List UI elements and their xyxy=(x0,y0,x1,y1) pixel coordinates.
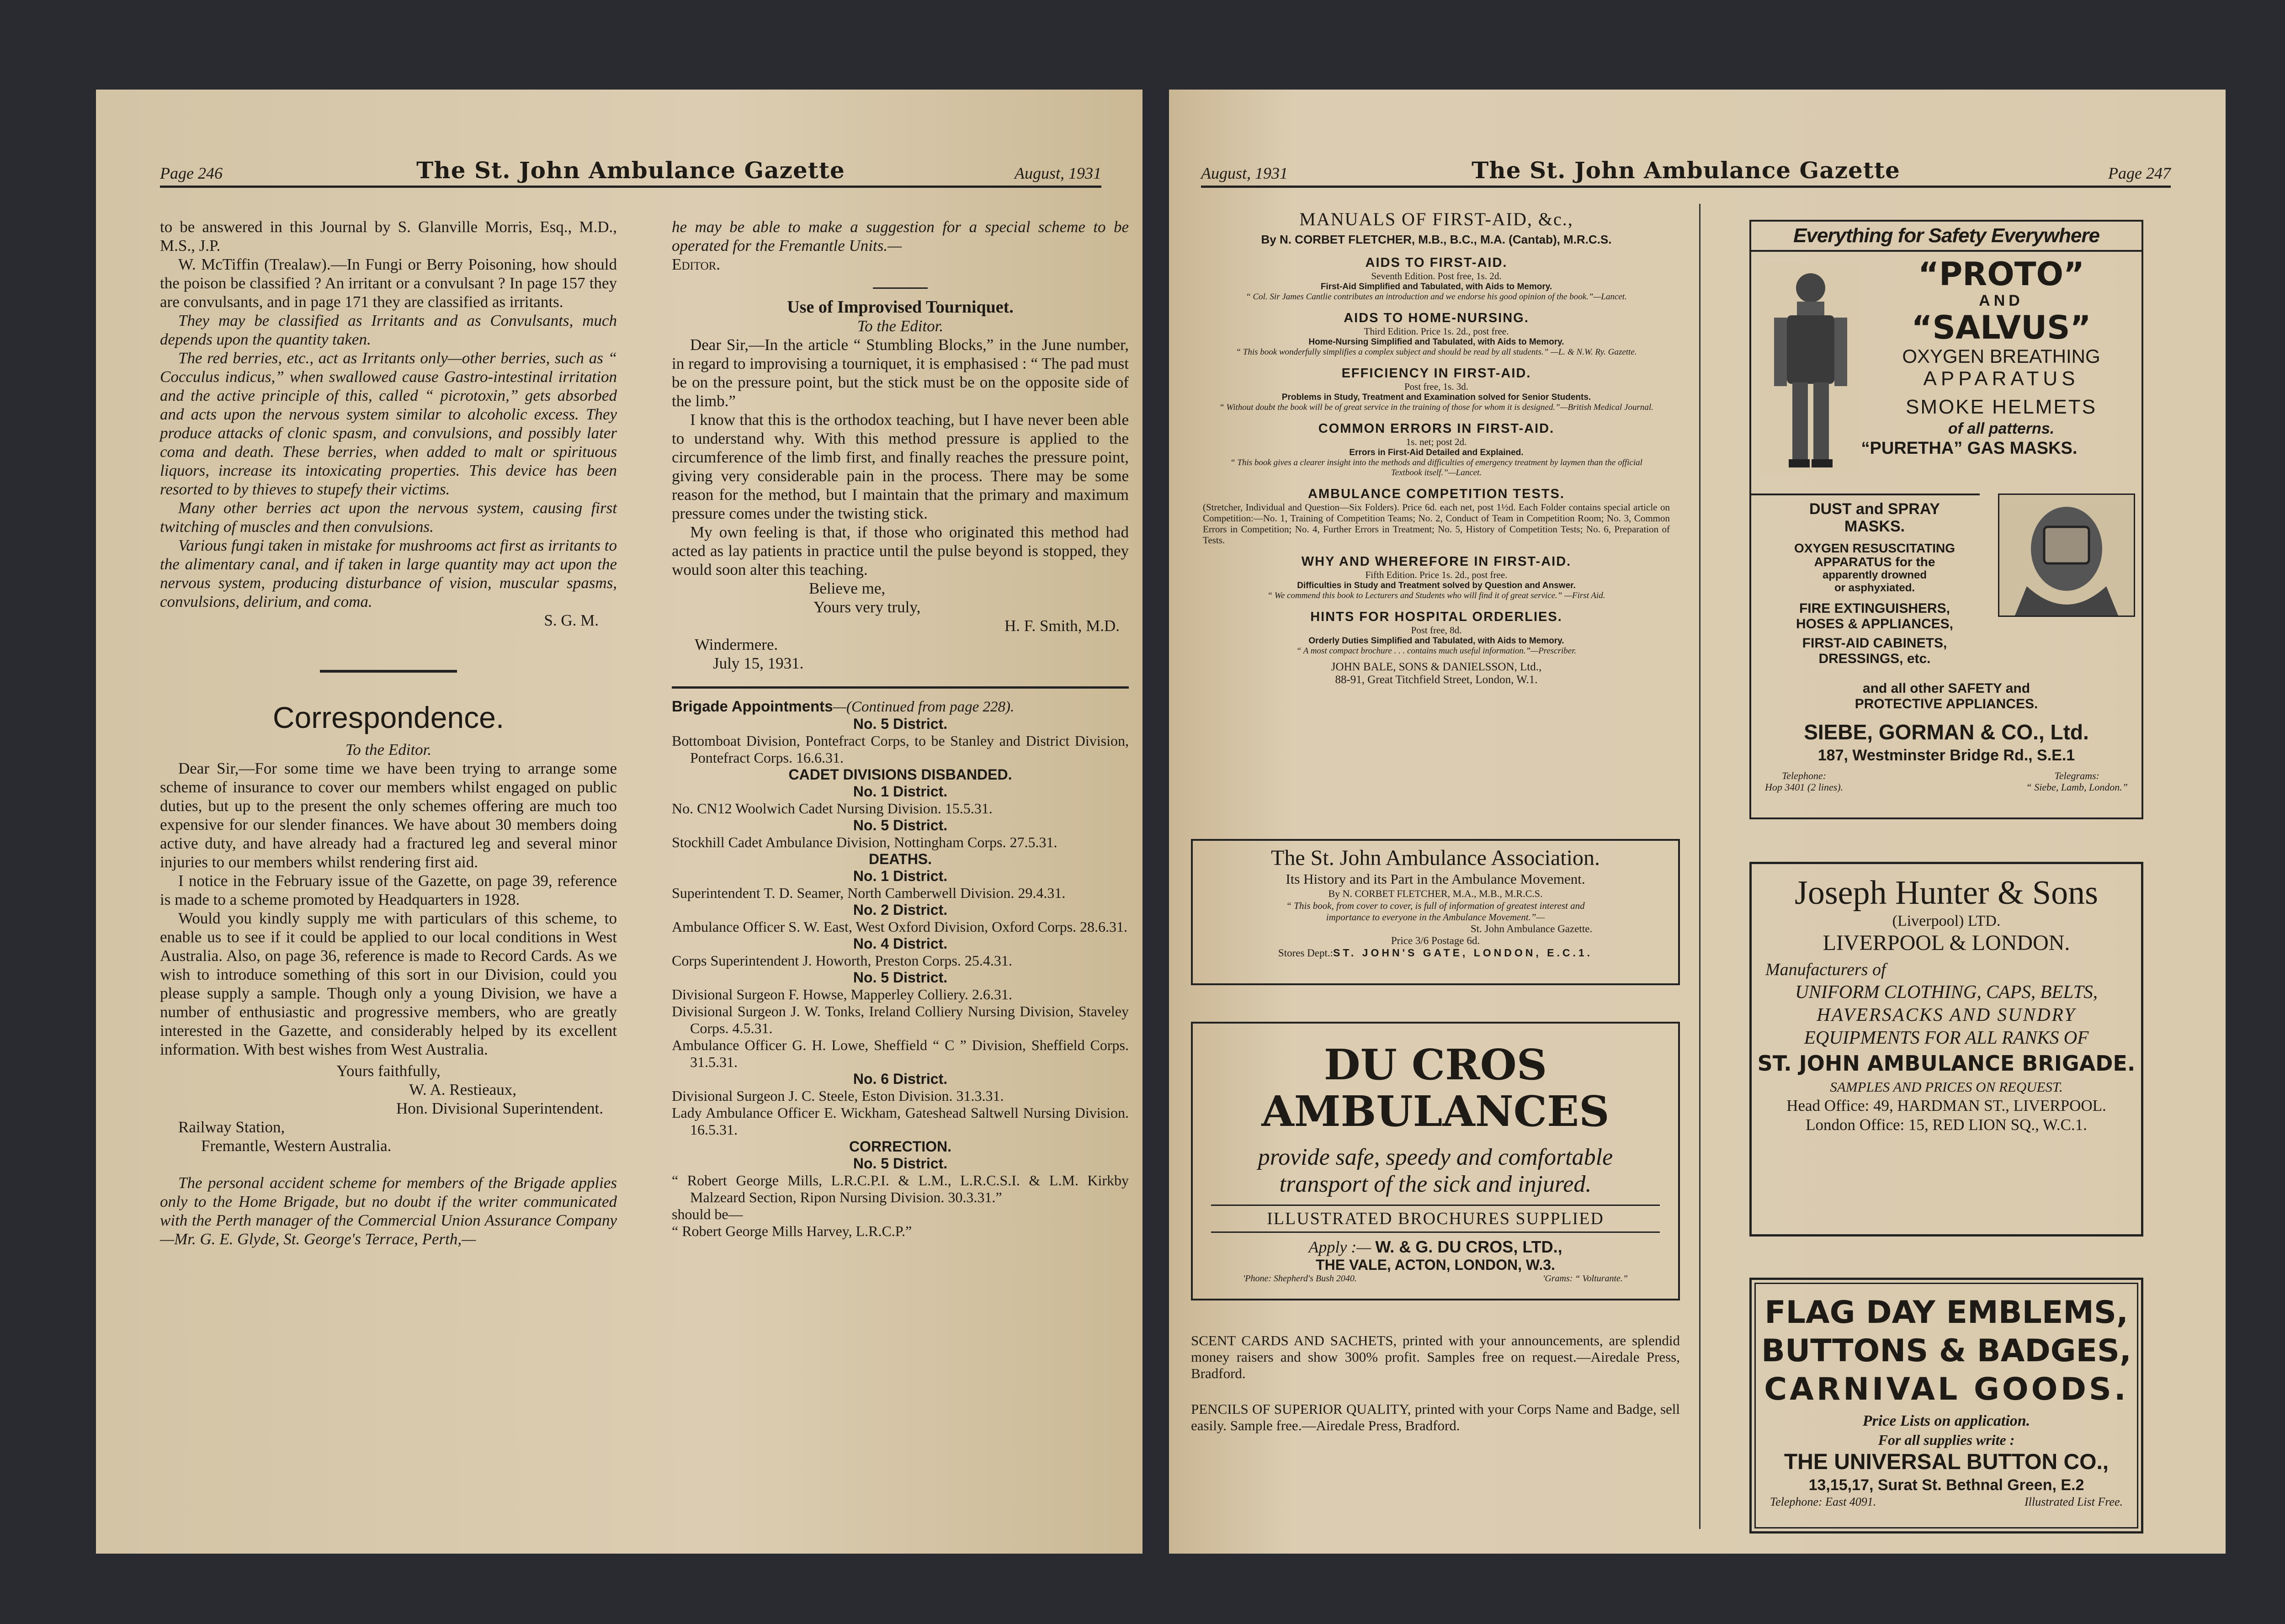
hunter-brigade: ST. JOHN AMBULANCE BRIGADE. xyxy=(1757,1051,2136,1076)
stores-address: ST. JOHN'S GATE, LONDON, E.C.1. xyxy=(1333,947,1593,959)
letter-close: Believe me, xyxy=(809,579,886,597)
letter-signatory: W. A. Restieaux, xyxy=(409,1081,516,1099)
manual-edition: (Stretcher, Individual and Question—Six Folders). Price 6d. each net, post 1½d. Each Folder contains special article on Competition:—No. 1, Training of Competition Teams; No. 2, Conduct of Team in Competition Room; No. 3, Common Errors in Competition; No. 4, Further Errors in Treatment; No. 5, History of Competition Tests; No. 6, Preparation of Tests. xyxy=(1203,502,1670,546)
manual-subtitle: Orderly Duties Simplified and Tabulated, with Aids to Memory. xyxy=(1308,636,1564,646)
manual-title: AIDS TO HOME-NURSING. xyxy=(1344,311,1529,325)
manual-entry xyxy=(1201,554,1672,601)
siebe-company: SIEBE, GORMAN & CO., Ltd. xyxy=(1804,720,2089,744)
district-heading: No. 2 District. xyxy=(853,902,948,918)
flag-contact xyxy=(1752,1495,2141,1509)
paragraph: W. McTiffin (Trealaw).—In Fungi or Berry Poisoning, how should the poison be classified ? An irritant or a convulsant ? In page 157 they are convulsants, and in page 171 they are classified as irritants. xyxy=(160,255,617,311)
association-title: The St. John Ambulance Association. xyxy=(1271,846,1600,870)
manual-edition: Post free, 8d. xyxy=(1411,625,1462,636)
district-heading: CADET DIVISIONS DISBANDED. xyxy=(788,766,1012,783)
brigade-continued: —(Continued from page 228). xyxy=(833,699,1015,715)
siebe-contact xyxy=(1765,770,2128,793)
du-cros-title: DU CROS xyxy=(1323,1040,1547,1089)
masthead-title: The St. John Ambulance Gazette xyxy=(416,157,845,184)
manual-entry xyxy=(1201,255,1672,302)
siebe-and: AND xyxy=(1979,292,2024,309)
manuals-advert xyxy=(1201,208,1672,686)
classified-scent: SCENT CARDS AND SACHETS, printed with your announcements, are splendid money raisers and show 300% profit. Samples free on request.—Airedale Press, Bradford. xyxy=(1191,1332,1680,1381)
brigade-note: should be— xyxy=(672,1206,743,1222)
joseph-hunter-advert xyxy=(1749,862,2143,1237)
siebe-other xyxy=(1751,681,2142,712)
association-stores xyxy=(1193,947,1678,959)
manual-entry xyxy=(1201,486,1672,546)
du-cros-phone: 'Phone: Shepherd's Bush 2040. xyxy=(1243,1274,1357,1284)
brigade-entry: Divisional Surgeon J. W. Tonks, Ireland Colliery Nursing Division, Staveley Corps. 4.5.31. xyxy=(672,1003,1129,1036)
paragraph: Many other berries act upon the nervous system, causing first twitching of muscles and then convulsions. xyxy=(160,499,617,536)
du-cros-slogan-2: transport of the sick and injured. xyxy=(1279,1171,1592,1197)
siebe-telephone xyxy=(1765,770,1843,793)
manual-edition: Post free, 1s. 3d. xyxy=(1404,381,1468,392)
brigade-entry: Ambulance Officer G. H. Lowe, Sheffield “ C ” Division, Sheffield Corps. 31.5.31. xyxy=(672,1037,1129,1070)
association-price: Price 3/6 Postage 6d. xyxy=(1391,935,1480,946)
district-heading: No. 5 District. xyxy=(853,969,948,986)
hunter-city: LIVERPOOL & LONDON. xyxy=(1823,931,2070,955)
flag-line-3: CARNIVAL GOODS. xyxy=(1764,1371,2129,1407)
editor-sign: Editor. xyxy=(672,255,721,273)
du-cros-contact xyxy=(1193,1274,1678,1284)
puretha: “PURETHA” GAS MASKS. xyxy=(1861,439,2078,458)
paragraph: They may be classified as Irritants and as Convulsants, much depends upon the quantity taken. xyxy=(160,312,617,348)
flag-company: THE UNIVERSAL BUTTON CO., xyxy=(1784,1450,2109,1474)
signature: S. G. M. xyxy=(544,611,599,629)
manual-subtitle: Home-Nursing Simplified and Tabulated, with Aids to Memory. xyxy=(1308,337,1564,347)
siebe-address: 187, Westminster Bridge Rd., S.E.1 xyxy=(1817,747,2075,764)
page-number: Page 247 xyxy=(2108,164,2171,182)
smoke-helmets: SMOKE HELMETS xyxy=(1906,396,2097,418)
universal-button-advert xyxy=(1749,1278,2143,1534)
column-divider xyxy=(1699,204,1700,1529)
letter-signatory-title: Hon. Divisional Superintendent. xyxy=(396,1099,603,1117)
brigade-entry: Ambulance Officer S. W. East, West Oxford Division, Oxford Corps. 28.6.31. xyxy=(672,918,1128,935)
brigade-entry: Corps Superintendent J. Howorth, Preston Corps. 25.4.31. xyxy=(672,952,1012,969)
brigade-entry: No. CN12 Woolwich Cadet Nursing Division. 15.5.31. xyxy=(672,800,993,817)
brigade-entry: Divisional Surgeon J. C. Steele, Eston Division. 31.3.31. xyxy=(672,1088,1004,1104)
fire-2: HOSES & APPLIANCES, xyxy=(1796,616,1953,632)
du-cros-title-2: AMBULANCES xyxy=(1261,1087,1610,1136)
right-page xyxy=(1169,90,2226,1554)
paragraph: Dear Sir,—In the article “ Stumbling Blocks,” in the June number, in regard to improvising a tourniquet, it is emphasised : “ The pad must be on the pressure point, but the stick must be on the opposite side of the limb.” xyxy=(672,336,1129,410)
siebe-top-copy xyxy=(1861,256,2142,438)
letter-signatory: H. F. Smith, M.D. xyxy=(1004,617,1120,635)
brigade-entry: Divisional Surgeon F. Howse, Mapperley Colliery. 2.6.31. xyxy=(672,986,1012,1003)
to-editor: To the Editor. xyxy=(345,741,432,759)
du-cros-address: THE VALE, ACTON, LONDON, W.3. xyxy=(1316,1257,1555,1273)
letter-close: Yours faithfully, xyxy=(336,1062,441,1080)
association-quote: “ This book, from cover to cover, is full of information of greatest interest and importance to everyone in the Ambulance Movement.”— xyxy=(1286,900,1585,923)
association-author: By N. CORBET FLETCHER, M.A., M.B., M.R.C.S. xyxy=(1328,888,1543,899)
resus-4: or asphyxiated. xyxy=(1834,582,1915,594)
divider xyxy=(873,287,928,289)
tel-value: Hop 3401 (2 lines). xyxy=(1765,781,1844,793)
association-subtitle: Its History and its Part in the Ambulance Movement. xyxy=(1286,871,1585,887)
manual-subtitle: Errors in First-Aid Detailed and Explained. xyxy=(1349,448,1524,457)
manuals-publisher-address: 88-91, Great Titchfield Street, London, W.1. xyxy=(1335,674,1538,686)
manual-edition: Seventh Edition. Post free, 1s. 2d. xyxy=(1371,271,1502,281)
proto: “PROTO” xyxy=(1918,255,2084,293)
manual-entry xyxy=(1201,609,1672,656)
left-page-header xyxy=(160,158,1101,188)
divider xyxy=(672,686,1129,689)
brigade-entry: Superintendent T. D. Seamer, North Camberwell Division. 29.4.31. xyxy=(672,885,1066,901)
manual-subtitle: Difficulties in Study and Treatment solved by Question and Answer. xyxy=(1297,581,1576,590)
manual-subtitle: First-Aid Simplified and Tabulated, with Aids to Memory. xyxy=(1320,282,1552,292)
manual-review: “ This book gives a clearer insight into the methods and difficulties of emergency treatment by laymen than the official Textbook itself.”—Lancet. xyxy=(1230,458,1642,478)
page-number: Page 246 xyxy=(160,164,223,182)
manual-title: AMBULANCE COMPETITION TESTS. xyxy=(1308,487,1565,501)
flag-write: For all supplies write : xyxy=(1878,1432,2015,1448)
manuals-publisher: JOHN BALE, SONS & DANIELSSON, Ltd., xyxy=(1331,661,1542,673)
resus-1: OXYGEN RESUSCITATING xyxy=(1794,541,1956,555)
apparatus: APPARATUS xyxy=(1923,367,2079,390)
brigade-entry: Bottomboat Division, Pontefract Corps, to be Stanley and District Division, Pontefract Corps. 16.6.31. xyxy=(672,732,1129,766)
brigade-entry: Stockhill Cadet Ambulance Division, Nottingham Corps. 27.5.31. xyxy=(672,834,1057,850)
manual-review: “ This book wonderfully simplifies a complex subject and should be read by all students.” —L. & N.W. Ry. Gazette. xyxy=(1236,347,1637,357)
manual-entry xyxy=(1201,366,1672,413)
brigade-heading: Brigade Appointments xyxy=(672,698,833,715)
brigade-entry: Lady Ambulance Officer E. Wickham, Gateshead Saltwell Nursing Division. 16.5.31. xyxy=(672,1104,1129,1138)
resus-3: apparently drowned xyxy=(1822,569,1927,581)
issue-date: August, 1931 xyxy=(1014,164,1101,182)
du-cros-brochures: ILLUSTRATED BROCHURES SUPPLIED xyxy=(1267,1209,1604,1228)
diving-helmet-figure-icon xyxy=(1998,494,2135,617)
letter-address: Fremantle, Western Australia. xyxy=(201,1137,392,1155)
hunter-ltd: (Liverpool) LTD. xyxy=(1892,913,2001,929)
editor-reply-continued: he may be able to make a suggestion for a special scheme to be operated for the Fremantle Units.— xyxy=(672,218,1129,255)
paragraph: to be answered in this Journal by S. Glanville Morris, Esq., M.D., M.S., J.P. xyxy=(160,218,617,255)
tel-label: Telephone: xyxy=(1782,770,1827,781)
manual-review: “ Col. Sir James Cantlie contributes an introduction and we endorse his good opinion of the book.”—Lancet. xyxy=(1246,292,1627,302)
district-heading: No. 6 District. xyxy=(853,1071,948,1087)
association-advert xyxy=(1191,839,1680,985)
resus-2: APPARATUS for the xyxy=(1814,555,1935,569)
manuals-list xyxy=(1201,255,1672,656)
grams-value: “ Siebe, Lamb, London.” xyxy=(2026,781,2128,793)
left-column-2 xyxy=(672,218,1129,1240)
hunter-head-office: Head Office: 49, HARDMAN ST., LIVERPOOL. xyxy=(1786,1097,2106,1115)
association-quote-source: St. John Ambulance Gazette. xyxy=(1470,923,1593,934)
manual-edition: Fifth Edition. Price 1s. 2d., post free. xyxy=(1365,569,1508,580)
hunter-line: HAVERSACKS AND SUNDRY xyxy=(1817,1004,2076,1025)
siebe-list xyxy=(1751,500,1998,667)
salvus: “SALVUS” xyxy=(1911,309,2091,346)
section-heading: Correspondence. xyxy=(272,701,505,734)
brigade-heading-line xyxy=(672,698,1129,716)
right-page-header xyxy=(1201,158,2171,188)
siebe-telegrams xyxy=(2026,770,2128,793)
siebe-gorman-advert xyxy=(1749,220,2143,819)
paragraph: The red berries, etc., act as Irritants only—other berries, such as “ Cocculus indicus,” when swallowed cause Gastro-intestinal irritation and the active principle of this, called “ picrotoxin,” gets absorbed and acts upon the nervous system similar to alcoholic excess. They produce attacks of clonic spasm, and convulsions, and possibly later coma and death. These berries, when added to malt or spirituous liquors, increase its intoxicating properties. This device has been resorted to by thieves to stupefy their victims. xyxy=(160,349,617,498)
manuals-author: By N. CORBET FLETCHER, M.B., B.C., M.A. (Cantab), M.R.C.S. xyxy=(1261,233,1612,246)
paragraph: Various fungi taken in mistake for mushrooms act first as irritants to the alimentary canal, and if taken in large quantity may act upon the nervous system, producing disturbance of vision, muscular spasms, convulsions, delirium, and coma. xyxy=(160,536,617,610)
editor-reply: The personal accident scheme for members of the Brigade applies only to the Home Brigade, but no doubt if the writer communicated with the Perth manager of the Commercial Union Assurance Company—Mr. G. E. Glyde, St. George's Terrace, Perth,— xyxy=(160,1174,617,1248)
stores-label: Stores Dept.: xyxy=(1278,947,1334,959)
du-cros-apply xyxy=(1193,1237,1678,1257)
hunter-name: Joseph Hunter & Sons xyxy=(1795,874,2098,912)
district-heading: No. 5 District. xyxy=(853,817,948,833)
paragraph: I know that this is the orthodox teaching, but I have never been able to understand why. With this method pressure is applied to the circumference of the limb first, and finally reaches the pressure point, giving very considerable pain in the process. There may be some reason for the method, but I maintain that the primary and maximum pressure comes under the twisting stick. xyxy=(672,411,1129,522)
breathing-apparatus-figure-icon xyxy=(1760,263,1861,473)
paragraph: Dear Sir,—For some time we have been trying to arrange some scheme of insurance to cover our members whilst engaged on public duties, but up to the present the only schemes offering are much too expensive for our slender finances. We have about 30 members doing active duty, and have already had a fractured leg and several minor injuries to our members whilst rendering first aid. xyxy=(160,759,617,871)
district-heading: No. 5 District. xyxy=(853,1155,948,1172)
manual-title: COMMON ERRORS IN FIRST-AID. xyxy=(1318,421,1555,436)
du-cros-grams: 'Grams: “ Volturante.” xyxy=(1543,1274,1628,1284)
flag-line-2: BUTTONS & BADGES, xyxy=(1761,1333,2131,1369)
other-2: PROTECTIVE APPLIANCES. xyxy=(1855,696,2038,711)
apply-company: W. & G. DU CROS, LTD., xyxy=(1375,1237,1562,1256)
manual-review: “ We commend this book to Lecturers and Students who will find it of great service.” —First Aid. xyxy=(1267,591,1605,600)
hunter-samples: SAMPLES AND PRICES ON REQUEST. xyxy=(1830,1079,2063,1095)
manual-subtitle: Problems in Study, Treatment and Examination solved for Senior Students. xyxy=(1281,393,1591,402)
district-heading: DEATHS. xyxy=(868,851,932,867)
du-cros-slogan: provide safe, speedy and comfortable xyxy=(1258,1144,1613,1170)
to-editor: To the Editor. xyxy=(857,317,944,335)
brigade-list xyxy=(672,716,1129,1240)
cabinets-1: FIRST-AID CABINETS, xyxy=(1802,636,1947,651)
manual-review: “ A most compact brochure . . . contains much useful information.”—Prescriber. xyxy=(1296,646,1577,656)
hunter-manufacturers: Manufacturers of xyxy=(1765,960,1886,979)
manual-title: EFFICIENCY IN FIRST-AID. xyxy=(1341,366,1531,381)
letter-place: Windermere. xyxy=(695,636,778,653)
masthead-title: The St. John Ambulance Gazette xyxy=(1472,157,1900,184)
du-cros-advert xyxy=(1191,1022,1680,1300)
district-heading: CORRECTION. xyxy=(849,1138,951,1155)
manual-entry xyxy=(1201,421,1672,478)
manual-title: AIDS TO FIRST-AID. xyxy=(1365,255,1508,270)
hunter-london-office: London Office: 15, RED LION SQ., W.C.1. xyxy=(1806,1116,2087,1134)
manual-edition: Third Edition. Price 1s. 2d., post free. xyxy=(1364,326,1509,337)
letter-date: July 15, 1931. xyxy=(713,654,804,672)
flag-illustrated-list: Illustrated List Free. xyxy=(2025,1495,2123,1508)
letter-close: Yours very truly, xyxy=(813,598,921,616)
other-1: and all other SAFETY and xyxy=(1862,681,2030,696)
apply-label: Apply :— xyxy=(1308,1238,1371,1256)
manual-edition: 1s. net; post 2d. xyxy=(1406,436,1467,447)
flag-line-1: FLAG DAY EMBLEMS, xyxy=(1764,1295,2128,1331)
classified-pencils: PENCILS OF SUPERIOR QUALITY, printed with your Corps Name and Badge, sell easily. Sample free.—Airedale Press, Bradford. xyxy=(1191,1401,1680,1433)
hunter-line: EQUIPMENTS FOR ALL RANKS OF xyxy=(1804,1027,2089,1048)
district-heading: No. 4 District. xyxy=(853,935,948,952)
manual-review: “ Without doubt the book will be of great service in the training of those for whom it is designed.”—British Medical Journal. xyxy=(1219,403,1653,412)
letter-address: Railway Station, xyxy=(178,1118,285,1136)
fire-1: FIRE EXTINGUISHERS, xyxy=(1799,601,1950,616)
paragraph: Would you kindly supply me with particulars of this scheme, to enable us to see if it could be applied to our local conditions in West Australia. Also, on page 36, reference is made to Record Cards. As we wish to introduce something of this sort in our Division, could you please supply a sample. Though only a young Division, we have a number of enthusiastic and progressive members, who are greatly interested in the Gazette, and considerably helped by its excellent information. With best wishes from West Australia. xyxy=(160,909,617,1058)
manual-title: WHY AND WHEREFORE IN FIRST-AID. xyxy=(1301,554,1572,569)
issue-date: August, 1931 xyxy=(1201,164,1288,182)
flag-telephone: Telephone: East 4091. xyxy=(1770,1495,1876,1508)
of-all-patterns: of all patterns. xyxy=(1948,420,2055,437)
siebe-banner: Everything for Safety Everywhere xyxy=(1751,222,2142,252)
dust-spray: DUST and SPRAY xyxy=(1809,500,1940,518)
cabinets-2: DRESSINGS, etc. xyxy=(1818,651,1931,666)
divider xyxy=(320,670,457,673)
article-heading: Use of Improvised Tourniquet. xyxy=(787,297,1014,317)
left-column-1 xyxy=(160,218,617,1248)
district-heading: No. 5 District. xyxy=(853,716,948,732)
left-page xyxy=(96,90,1142,1554)
brigade-entry: “ Robert George Mills, L.R.C.P.I. & L.M., L.R.C.S.I. & L.M. Kirkby Malzeard Section, Ripon Nursing Division. 30.3.31.” xyxy=(672,1172,1129,1205)
district-heading: No. 1 District. xyxy=(853,868,948,884)
manual-entry xyxy=(1201,310,1672,357)
brigade-note: “ Robert George Mills Harvey, L.R.C.P.” xyxy=(672,1223,912,1239)
manuals-title: MANUALS OF FIRST-AID, &c., xyxy=(1299,209,1573,229)
flag-price-lists: Price Lists on application. xyxy=(1862,1412,2030,1429)
oxygen-breathing: OXYGEN BREATHING xyxy=(1902,345,2100,367)
paragraph: I notice in the February issue of the Gazette, on page 39, reference is made to a scheme promoted by Headquarters in 1928. xyxy=(160,872,617,908)
manual-title: HINTS FOR HOSPITAL ORDERLIES. xyxy=(1310,610,1562,624)
grams-label: Telegrams: xyxy=(2054,770,2099,781)
dust-spray-2: MASKS. xyxy=(1844,518,1905,535)
district-heading: No. 1 District. xyxy=(853,783,948,800)
flag-address: 13,15,17, Surat St. Bethnal Green, E.2 xyxy=(1808,1476,2084,1494)
paragraph: My own feeling is that, if those who originated this method had acted as lay patients in practice until the pulse beyond is stopped, they would soon alter this teaching. xyxy=(672,523,1129,578)
hunter-line: UNIFORM CLOTHING, CAPS, BELTS, xyxy=(1795,981,2098,1002)
